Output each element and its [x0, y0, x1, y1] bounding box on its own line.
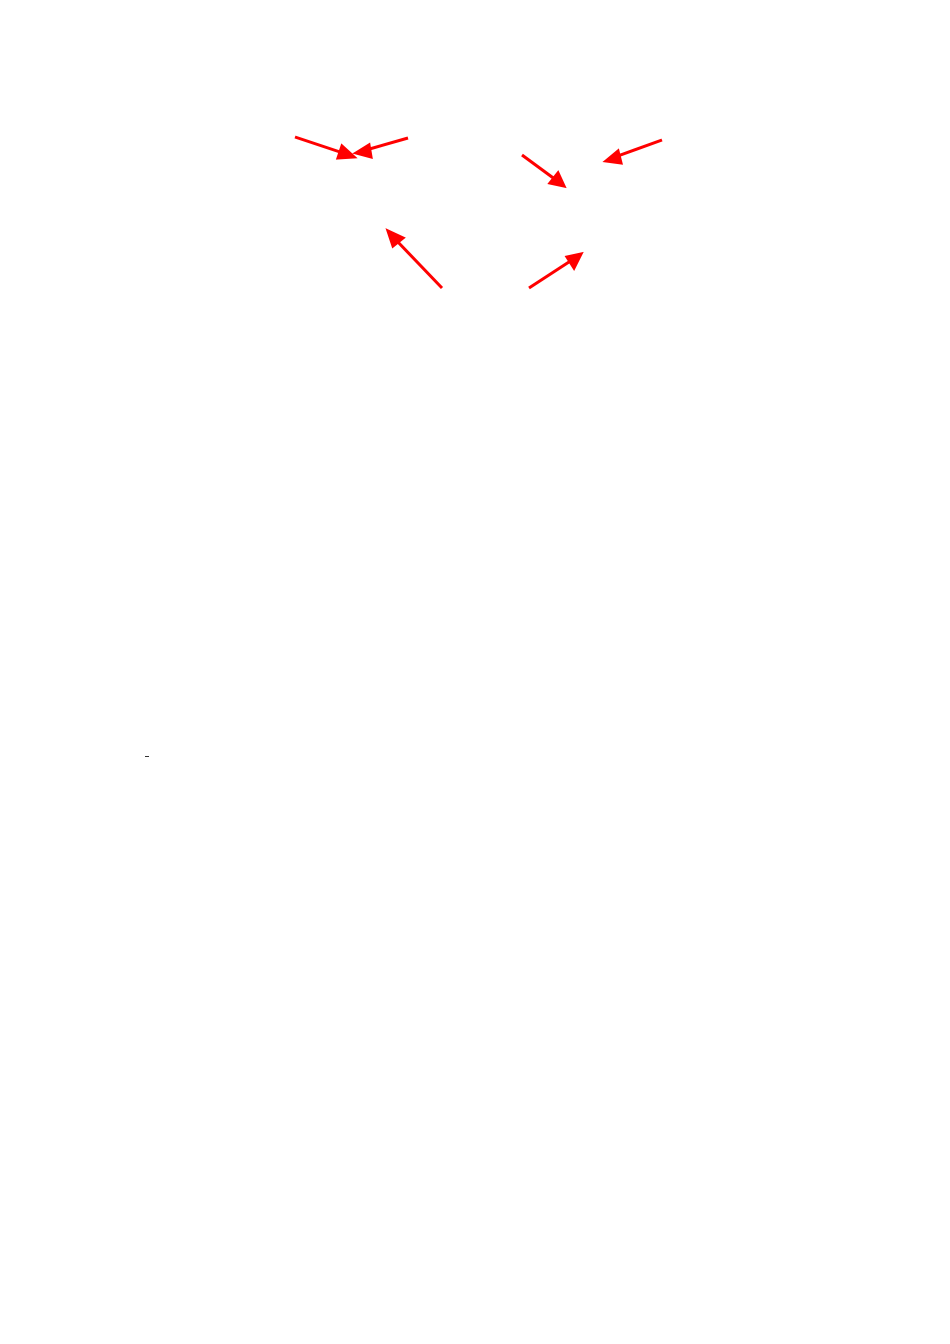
arrow-glacier: [529, 260, 572, 288]
arrow-fresh: [295, 137, 346, 154]
arrow-ground: [522, 155, 556, 180]
arrow-ocean: [396, 240, 442, 288]
formula-line: [145, 736, 815, 776]
arrows-left: [295, 137, 442, 288]
pie-left: [295, 137, 442, 288]
scatter-chart: [290, 900, 670, 1140]
fraction: [145, 756, 149, 757]
arrows-right: [522, 140, 662, 288]
arrow-human-head: [606, 151, 621, 163]
pie-charts: [250, 110, 710, 315]
arrow-human: [615, 140, 662, 157]
arrow-other-head: [356, 145, 371, 157]
arrow-glacier-head: [567, 254, 581, 268]
arrow-ground-head: [550, 173, 564, 186]
arrow-fresh-head: [338, 146, 354, 158]
pie-right: [522, 140, 662, 288]
fraction-numerator: [145, 756, 149, 757]
arrow-other: [366, 138, 408, 150]
